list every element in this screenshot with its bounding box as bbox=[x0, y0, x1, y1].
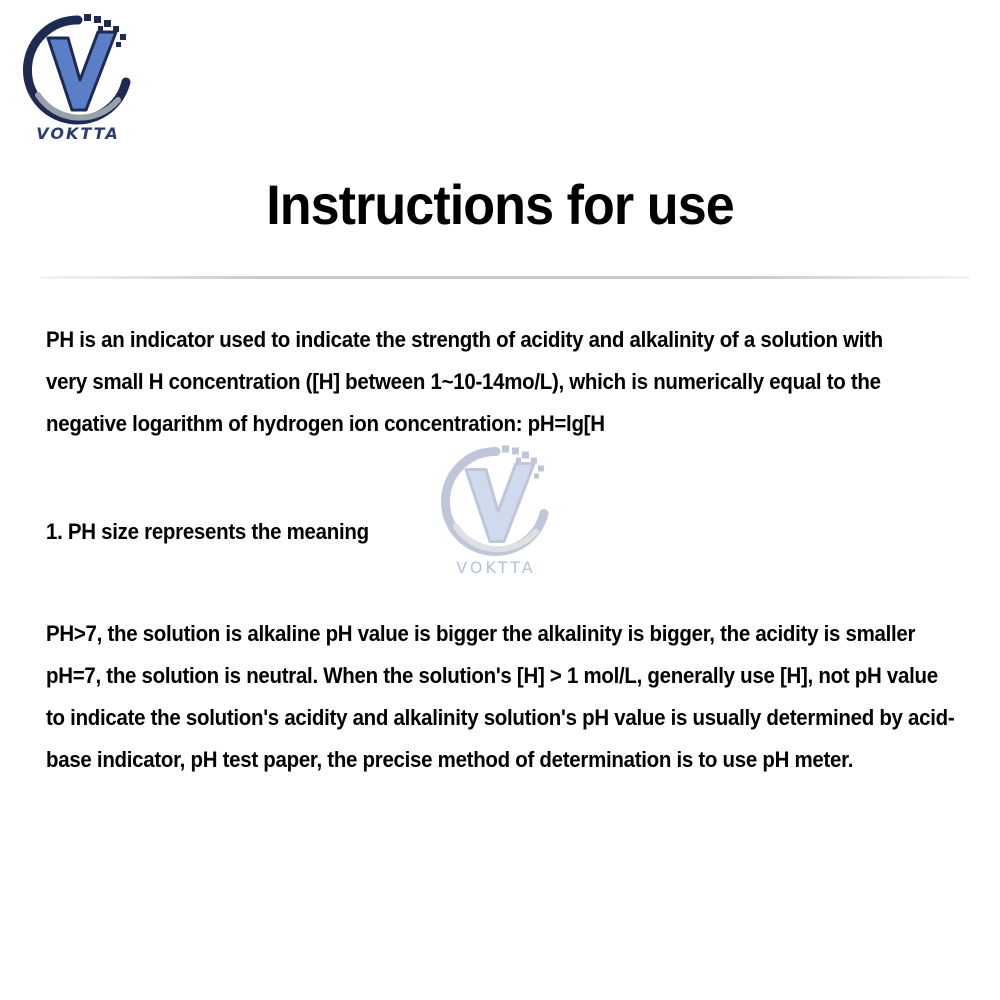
watermark-wordmark: VOKTTA bbox=[456, 558, 536, 577]
section-body-paragraph: PH>7, the solution is alkaline pH value is bigger the alkalinity is bigger, the acidity is smaller pH=7, the solution is neutral. When the solution's [H] > 1 mol/L, generally use [H], not pH value to indicate the solution's acidity and alkalinity solution's pH value is usually determined by acid-base indicator, pH test paper, the precise method of determination is to use pH meter. bbox=[46, 621, 955, 772]
logo-wordmark: VOKTTA bbox=[36, 124, 120, 143]
title-divider bbox=[40, 276, 970, 279]
page-title: Instructions for use bbox=[266, 173, 734, 236]
section-heading: 1. PH size represents the meaning bbox=[46, 519, 369, 544]
logo-emblem-icon bbox=[18, 10, 138, 125]
intro-paragraph: PH is an indicator used to indicate the strength of acidity and alkalinity of a solution with very small H concentration ([H] between 1~10-14mo/L), which is numerically equal to the negative logarithm of hydrogen ion concentration: pH=lg[H bbox=[46, 327, 883, 436]
brand-logo bbox=[18, 10, 138, 145]
